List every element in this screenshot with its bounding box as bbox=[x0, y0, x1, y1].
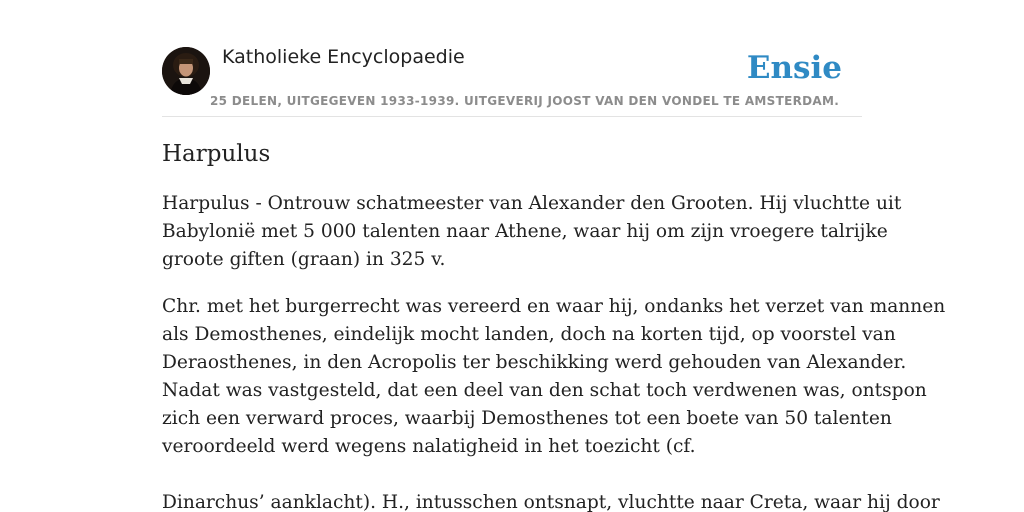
paragraph-line: Deraosthenes, in den Acropolis ter beschikking werd gehouden van Alexander. bbox=[162, 352, 907, 373]
paragraph-line: Harpulus - Ontrouw schatmeester van Alexander den Grooten. Hij vluchtte uit bbox=[162, 193, 902, 214]
paragraph-line: Nadat was vastgesteld, dat een deel van den schat toch verdwenen was, ontspon bbox=[162, 380, 927, 401]
paragraph-line: veroordeeld werd wegens nalatigheid in het toezicht (cf. bbox=[162, 436, 696, 457]
article-title: Harpulus bbox=[162, 141, 271, 167]
article-paragraph bbox=[162, 293, 946, 461]
paragraph-line: als Demosthenes, eindelijk mocht landen, doch na korten tijd, op voorstel van bbox=[162, 324, 896, 345]
source-header bbox=[162, 40, 862, 117]
paragraph-line: zich een verward proces, waarbij Demosthenes tot een boete van 50 talenten bbox=[162, 408, 892, 429]
paragraph-line: groote giften (graan) in 325 v. bbox=[162, 249, 446, 270]
source-title[interactable]: Katholieke Encyclopaedie bbox=[222, 46, 465, 68]
avatar[interactable] bbox=[162, 47, 210, 95]
ensie-logo-link[interactable]: Ensie bbox=[746, 50, 842, 86]
paragraph-line: Chr. met het burgerrecht was vereerd en waar hij, ondanks het verzet van mannen bbox=[162, 296, 946, 317]
paragraph-line: Dinarchus’ aanklacht). H., intusschen ontsnapt, vluchtte naar Creta, waar hij door bbox=[162, 492, 940, 512]
article-paragraph bbox=[162, 489, 940, 512]
paragraph-line: Babylonië met 5 000 talenten naar Athene, waar hij om zijn vroegere talrijke bbox=[162, 221, 888, 242]
article-paragraph bbox=[162, 190, 902, 274]
article bbox=[162, 138, 946, 512]
source-subtitle: 25 DELEN, UITGEGEVEN 1933-1939. UITGEVERIJ JOOST VAN DEN VONDEL TE AMSTERDAM. bbox=[210, 94, 840, 108]
portrait-avatar-icon bbox=[162, 47, 210, 95]
